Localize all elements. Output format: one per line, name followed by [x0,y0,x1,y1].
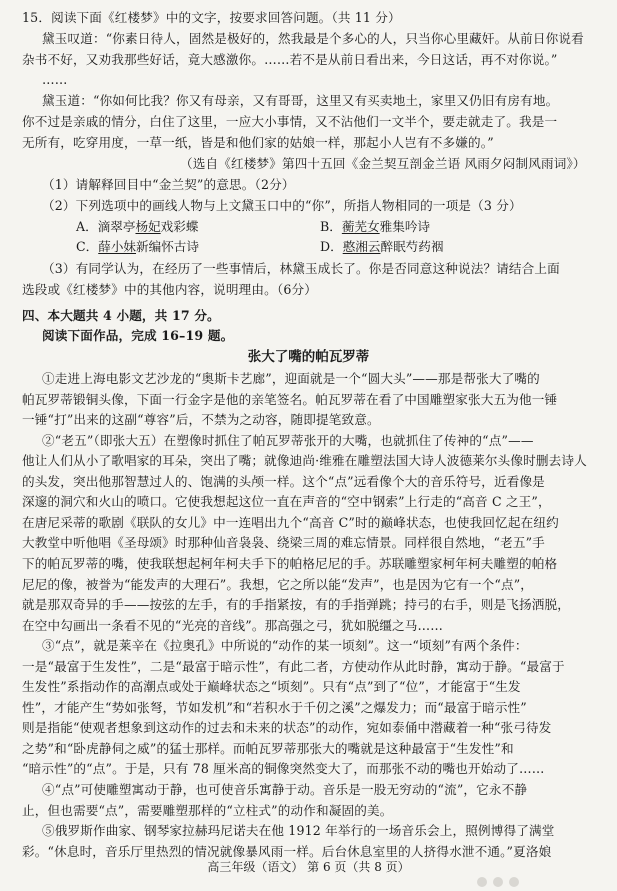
option-letter: A． [76,219,98,234]
passage-line: 无所有，吃穿用度，一草一纸，皆是和他们家的姑娘一样，那起小人岂有不多嫌的。” [22,135,494,150]
option-text: 新编怀古诗 [136,239,199,254]
article-line: ④“点”可使雕塑寓动于静，也可使音乐寓静于动。音乐是一股无穷动的“流”，它永不静 [42,782,528,797]
option-text: 雅集吟诗 [379,219,431,234]
underlined-person: 杨妃 [135,219,161,234]
sub-question-3: （3）有同学认为，在经历了一些事情后，林黛玉成长了。你是否同意这种说法？请结合上面 [42,261,560,276]
article-title: 张大了嘴的帕瓦罗蒂 [247,349,370,365]
option-b [320,217,430,237]
section-4-heading: 四、本大题共 4 小题，共 17 分。 [22,308,220,323]
article-line: 深邃的洞穴和火山的喷口。它使我想起这位一直在声音的“空中钢索”上行走的“高音 C 之王”， [22,494,551,510]
article-line: 一锤“打”出来的这副“尊容”后，不禁为之动容，随即提笔致意。 [22,412,380,428]
option-c [76,237,199,257]
article-line: “暗示性”的“点”。于是，只有 78 厘米高的铜像突然变大了，而那张不动的嘴也开始动了…… [22,761,545,777]
article-line: 性”，才能产生“势如张弩，节如发机”和“若积水于千仞之溪”之爆发力；而“最富于暗示性” [22,699,527,715]
option-text: 戏彩蝶 [160,219,199,234]
option-text: 滴翠亭 [97,219,136,234]
article-line: 在空中勾画出一条看不见的“光亮的音线”。那高强之弓，犹如脱缰之马…… [22,617,443,633]
article-line: ⑤俄罗斯作曲家、钢琴家拉赫玛尼诺夫在他 1912 年举行的一场音乐会上，照例博得了满堂 [42,823,555,839]
passage-line: 黛玉道：“你如何比我？你又有母亲，又有哥哥，这里又有买卖地土，家里又仍旧有房有地。 [42,93,559,108]
article-line: 大教堂中听他唱《圣母颂》时那种仙音袅袅、绕梁三周的难忘情景。同样很自然地，“老五”手 [22,535,545,551]
underlined-person: 薛小妹 [98,239,137,254]
article-line: 尼尼的像，被誉为“能发声的大理石”。我想，它之所以能“发声”，也是因为它有一个“点”， [22,576,534,592]
option-a [76,217,198,237]
article-line: ①走进上海电影文艺沙龙的“奥斯卡艺廊”，迎面就是一个“圆大头”——那是帮张大了嘴的 [42,371,540,386]
page-footer: 高三年级（语文） 第 6 页（共 8 页） [207,860,410,874]
underlined-person: 蘅芜女 [341,219,380,234]
option-letter: B． [320,219,342,234]
article-line: 就是那双奇异的手——按弦的左手，有的手指紧按，有的手指弹跳；持弓的右手，则是飞扬洒脱， [22,597,570,613]
article-line: 一是“最富于生发性”，二是“最富于暗示性”，有此二者，方使动作从此时静，寓动于静。“最富于 [22,658,565,674]
sub-question-1: （1）请解释回目中“金兰契”的意思。（2分） [42,177,295,192]
article-line: ②“老五”（即张大五）在塑像时抓住了帕瓦罗蒂张开的大嘴，也就抓住了传神的“点”—— [42,432,534,448]
article-line: 之势”和“卧虎静伺之威”的猛士那样。而帕瓦罗蒂那张大的嘴就是这种最富于“生发性”和 [22,740,514,756]
sub-question-2: （2）下列选项中的画线人物与上文黛玉口中的“你”，所指人物相同的一项是（3 分） [42,198,522,213]
article-line: 帕瓦罗蒂锻铜头像，下面一行金字是他的亲笔签名。帕瓦罗蒂在看了中国雕塑家张大五为他一锤 [22,391,558,407]
article-line: 在唐尼采蒂的歌剧《联队的女儿》中一连唱出九个“高音 C”时的巅峰状态，也使我回忆起在纽约 [22,514,559,530]
article-line: 的头发，突出他那智慧过人的、饱满的头颅一样。这个“点”远看像个大的音乐符号，近看像是 [22,473,545,489]
ellipsis-line: …… [42,72,68,87]
article-line: 止，但也需要“点”，需要雕塑那样的“立柱式”的动作和凝固的美。 [22,802,393,818]
question-15-heading: 15．阅读下面《红楼梦》中的文字，按要求回答问题。（共 11 分） [22,10,401,25]
option-text: 醉眠芍药裀 [380,239,444,254]
passage-line: 你不过是亲戚的情分，白住了这里，一应大小事情，又不沾他们一文半个，要走就走了。我是一 [22,114,558,129]
source-citation: （选自《红楼梦》第四十五回《金兰契互剖金兰语 风雨夕闷制风雨词》） [180,156,586,171]
article-line: 他让人们从小了歌唱家的耳朵，突出了嘴；就像迪尚·维雅在雕塑法国大诗人波德莱尔头像时删去诗人 [22,453,587,469]
article-line: ③“点”，就是莱辛在《拉奥孔》中所说的“动作的某一顷刻”。这一“顷刻”有两个条件： [42,638,528,654]
scan-watermark [477,872,597,886]
option-d [320,237,443,257]
passage-line: 黛玉叹道：“你素日待人，固然是极好的，然我最是个多心的人，只当你心里藏奸。从前日你说看 [42,31,584,46]
underlined-person: 憨湘云 [342,239,381,254]
section-4-instruction: 阅读下面作品，完成 16–19 题。 [42,328,234,343]
article-line: 则是指能“使观者想象到这动作的过去和未来的状态”的动作，宛如泰俑中潜藏着一种“张弓待发 [22,720,552,736]
sub-question-3-cont: 选段或《红楼梦》中的其他内容，说明理由。（6分） [22,282,317,297]
option-letter: D． [320,239,343,254]
article-line: 彩。“休息时，音乐厅里热烈的情况就像暴风雨一样。后台休息室里的人挤得水泄不通。”夏洛娘 [22,843,552,859]
article-line: 生发性”系指动作的高潮点或处于巅峰状态之“顷刻”。只有“点”到了“位”，才能富于“生发 [22,679,521,695]
article-line: 下的帕瓦罗蒂的嘴，使我联想起柯年柯夫手下的帕格尼尼的手。苏联雕塑家柯年柯夫雕塑的帕格 [22,555,558,571]
option-letter: C． [76,239,99,254]
passage-line: 杂书不好，又劝我那些好话，竟大感激你。……若不是从前日看出来，今日这话，再不对你说。” [22,52,558,67]
